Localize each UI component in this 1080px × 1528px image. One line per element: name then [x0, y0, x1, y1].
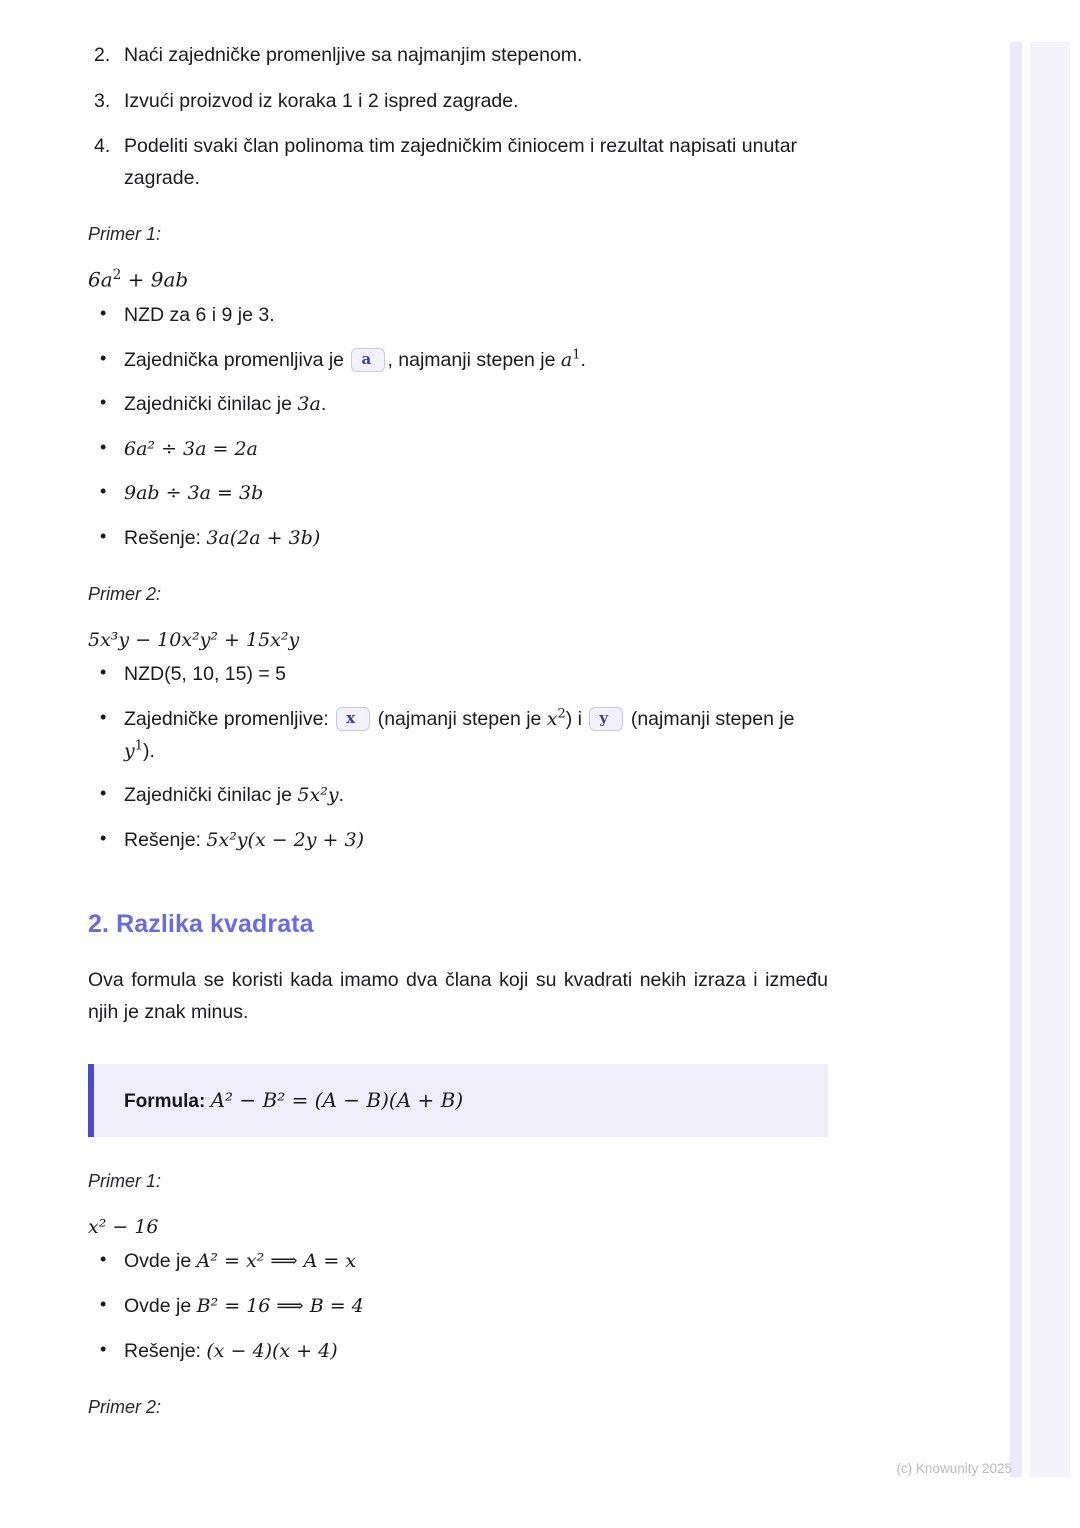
list-item — [88, 434, 828, 466]
step-text: Izvući proizvod iz koraka 1 i 2 ispred zagrade. — [124, 89, 519, 112]
list-item — [88, 1291, 828, 1323]
rail-band-outer — [1030, 42, 1070, 1477]
step-number: 4. — [94, 135, 111, 158]
math-var: x — [546, 708, 558, 731]
math-expression: 5x²y(x − 2y + 3) — [206, 828, 364, 851]
math-expression: 5x²y — [297, 784, 339, 807]
watermark: (c) Knowunity 2025 — [896, 1461, 1012, 1476]
steps-list — [88, 40, 828, 194]
list-item — [88, 659, 828, 691]
math-exponent: 2 — [557, 706, 566, 722]
step-number: 3. — [94, 89, 111, 112]
list-item — [88, 345, 828, 377]
example-3-bullets — [88, 1246, 828, 1367]
step-text: Naći zajedničke promenljive sa najmanjim stepenom. — [124, 44, 583, 66]
bullet-text: Zajedničke promenljive: — [124, 708, 329, 731]
bullet-text-cont: (najmanji stepen je — [630, 708, 795, 731]
bullet-text: Rešenje: — [124, 1339, 201, 1362]
step-text: Podeliti svaki član polinoma tim zajedničkim činiocem i rezultat napisati unutar zagrade. — [124, 135, 798, 189]
bullet-text: Zajednički činilac je — [124, 393, 292, 416]
expression-1-base: 6a — [88, 267, 113, 292]
bullet-text-cont: ) i — [565, 708, 582, 731]
math-expression: 3a(2a + 3b) — [206, 526, 321, 549]
expression-2 — [88, 627, 828, 651]
list-item — [88, 300, 828, 332]
expression-1-exponent: 2 — [112, 267, 122, 284]
expression-2-math: 5x³y − 10x²y² + 15x²y — [88, 629, 300, 652]
bullet-text: NZD(5, 10, 15) = 5 — [124, 663, 287, 686]
page-right-rail — [975, 0, 1080, 1528]
step-number: 2. — [94, 44, 111, 66]
example-label-2: Primer 2: — [88, 584, 162, 605]
math-expression: 6a² ÷ 3a = 2a — [124, 437, 258, 460]
list-item — [88, 1246, 828, 1278]
bullet-text: Ovde je — [124, 1295, 192, 1318]
list-item — [88, 389, 828, 421]
list-item — [88, 1336, 828, 1368]
expression-3-math: x² − 16 — [88, 1216, 159, 1239]
formula-expression: A² − B² = (A − B)(A + B) — [210, 1088, 464, 1113]
bullet-text: Rešenje: — [124, 828, 201, 851]
math-exponent: 1 — [572, 347, 581, 363]
math-expression: (x − 4)(x + 4) — [206, 1339, 338, 1362]
list-item — [88, 86, 828, 118]
math-expression: B² = 16 ⟹ B = 4 — [196, 1295, 364, 1318]
bullet-period: . — [320, 393, 327, 416]
math-expression: 9ab ÷ 3a = 3b — [124, 482, 264, 505]
bullet-text: Zajednička promenljiva je — [124, 348, 345, 371]
bullet-text: Zajednički činilac je — [124, 784, 292, 807]
math-expression: 3a — [297, 393, 321, 416]
math-expression: A² = x² ⟹ A = x — [196, 1250, 357, 1273]
formula-callout — [88, 1064, 828, 1137]
list-item — [88, 40, 828, 72]
bullet-period: . — [338, 784, 344, 807]
section-2-paragraph: Ova formula se koristi kada imamo dva člana koji su kvadrati nekih izraza i između njih je znak minus. — [88, 969, 828, 1023]
example-2-bullets — [88, 659, 828, 856]
bullet-text: Rešenje: — [124, 526, 201, 549]
list-item — [88, 780, 828, 812]
list-item — [88, 523, 828, 555]
math-var: y — [124, 739, 135, 762]
expression-1-rest: + 9ab — [121, 267, 189, 292]
section-heading-2: 2. Razlika kvadrata — [88, 910, 314, 939]
example-label-1: Primer 1: — [88, 224, 162, 245]
expression-3 — [88, 1214, 828, 1238]
document-content — [88, 40, 828, 1440]
variable-chip-x[interactable]: x — [336, 707, 370, 731]
example-1-bullets — [88, 300, 828, 554]
bullet-text-cont: (najmanji stepen je — [377, 708, 542, 731]
list-item — [88, 704, 828, 767]
variable-chip-y[interactable]: y — [589, 707, 623, 731]
bullet-period: . — [580, 348, 586, 371]
math-exponent: 1 — [134, 738, 143, 754]
list-item — [88, 478, 828, 510]
expression-1 — [88, 267, 828, 292]
math-var: a — [560, 348, 573, 371]
example-label-3: Primer 1: — [88, 1171, 162, 1192]
variable-chip-a[interactable]: a — [351, 348, 385, 372]
list-item — [88, 825, 828, 857]
bullet-text-cont: , najmanji stepen je — [387, 348, 556, 371]
example-label-4: Primer 2: — [88, 1397, 162, 1418]
rail-band-inner — [1010, 42, 1022, 1477]
bullet-text: NZD za 6 i 9 je 3. — [124, 303, 275, 326]
formula-label: Formula: — [124, 1091, 206, 1113]
list-item — [88, 131, 828, 194]
bullet-period: ). — [142, 739, 155, 762]
bullet-text: Ovde je — [124, 1250, 192, 1273]
